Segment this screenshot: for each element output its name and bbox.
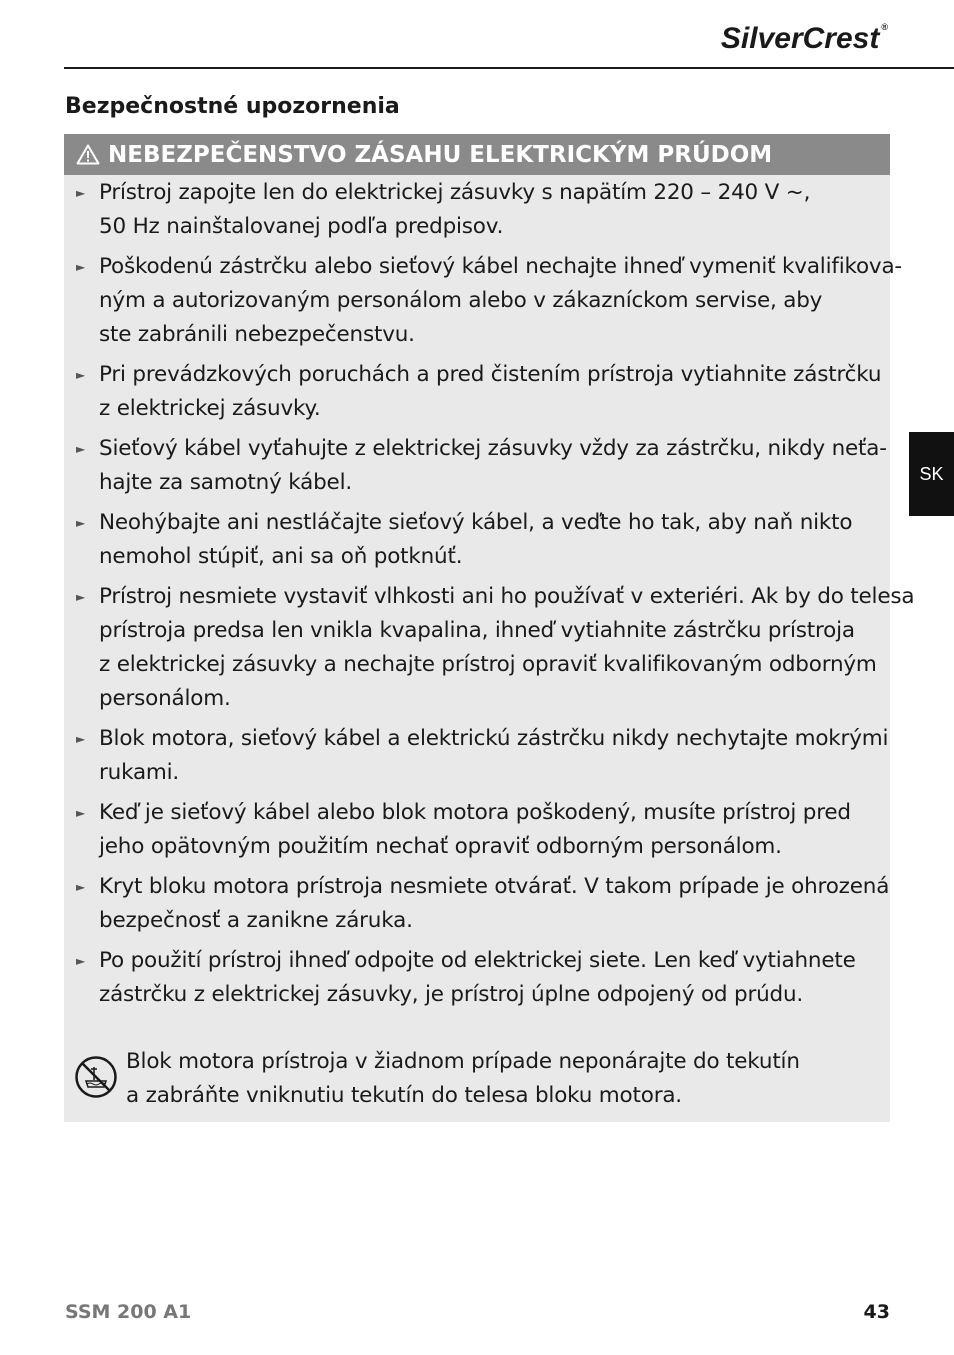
warning-title: NEBEZPEČENSTVO ZÁSAHU ELEKTRICKÝM PRÚDOM <box>108 141 773 168</box>
bullet-arrow-icon: ► <box>76 260 86 274</box>
brand-logo: SilverCrest ® <box>720 22 888 55</box>
list-item <box>64 944 890 1012</box>
warning-triangle-icon <box>76 144 100 165</box>
list-item-line: Poškodenú zástrčku alebo sieťový kábel nechajte ihneď vymeniť kvalifikova- <box>99 254 902 279</box>
list-item-line: personálom. <box>99 686 231 711</box>
list-item <box>64 722 890 790</box>
bullet-arrow-icon: ► <box>76 954 86 968</box>
bullet-arrow-icon: ► <box>76 590 86 604</box>
safety-list <box>64 176 915 1018</box>
note-line: a zabráňte vniknutiu tekutín do telesa bloku motora. <box>126 1083 682 1108</box>
safety-box <box>64 134 915 1122</box>
list-item <box>64 796 890 864</box>
page-number: 43 <box>863 1301 890 1323</box>
list-item-line: Kryt bloku motora prístroja nesmiete otvárať. V takom prípade je ohrozená <box>99 874 890 899</box>
bullet-arrow-icon: ► <box>76 806 86 820</box>
list-item <box>64 250 902 352</box>
list-item-line: hajte za samotný kábel. <box>99 470 352 495</box>
list-item <box>64 176 890 244</box>
footer-model: SSM 200 A1 <box>65 1301 192 1323</box>
bullet-arrow-icon: ► <box>76 880 86 894</box>
list-item-line: Neohýbajte ani nestláčajte sieťový kábel, a veďte ho tak, aby naň nikto <box>99 510 853 535</box>
bullet-arrow-icon: ► <box>76 186 86 200</box>
list-item-line: Blok motora, sieťový kábel a elektrickú zástrčku nikdy nechytajte mokrými <box>99 726 889 751</box>
list-item <box>64 432 890 500</box>
list-item-line: Prístroj nesmiete vystaviť vlhkosti ani ho používať v exteriéri. Ak by do telesa <box>99 584 915 609</box>
list-item-line: z elektrickej zásuvky a nechajte prístroj opraviť kvalifikovaným odborným <box>99 652 877 677</box>
no-immersion-icon <box>74 1055 118 1099</box>
list-item <box>64 870 890 938</box>
list-item-line: bezpečnosť a zanikne záruka. <box>99 908 413 933</box>
note-text <box>126 1045 800 1113</box>
note-line: Blok motora prístroja v žiadnom prípade neponárajte do tekutín <box>126 1049 800 1074</box>
list-item-line: jeho opätovným použitím nechať opraviť odborným personálom. <box>99 834 782 859</box>
list-item <box>64 580 915 716</box>
warning-banner <box>64 134 890 175</box>
list-item-line: Keď je sieťový kábel alebo blok motora poškodený, musíte prístroj pred <box>99 800 851 825</box>
list-item-line: prístroja predsa len vnikla kvapalina, ihneď vytiahnite zástrčku prístroja <box>99 618 855 643</box>
header-rule <box>64 67 954 69</box>
bullet-arrow-icon: ► <box>76 368 86 382</box>
list-item-line: Pri prevádzkových poruchách a pred čistením prístroja vytiahnite zástrčku <box>99 362 882 387</box>
list-item-line: ným a autorizovaným personálom alebo v zákazníckom servise, aby <box>99 288 823 313</box>
section-heading: Bezpečnostné upozornenia <box>65 94 400 119</box>
list-item-line: z elektrickej zásuvky. <box>99 396 321 421</box>
bullet-arrow-icon: ► <box>76 442 86 456</box>
list-item-line: zástrčku z elektrickej zásuvky, je prístroj úplne odpojený od prúdu. <box>99 982 804 1007</box>
list-item-line: ste zabránili nebezpečenstvu. <box>99 322 415 347</box>
list-item <box>64 506 890 574</box>
list-item-line: Po použití prístroj ihneď odpojte od elektrickej siete. Len keď vytiahnete <box>99 948 856 973</box>
list-item-line: nemohol stúpiť, ani sa oň potknúť. <box>99 544 463 569</box>
bullet-arrow-icon: ► <box>76 732 86 746</box>
list-item-line: Sieťový kábel vyťahujte z elektrickej zásuvky vždy za zástrčku, nikdy neťa- <box>99 436 887 461</box>
list-item-line: 50 Hz nainštalovanej podľa predpisov. <box>99 214 504 239</box>
bullet-arrow-icon: ► <box>76 516 86 530</box>
list-item <box>64 358 890 426</box>
language-tab: SK <box>909 432 954 516</box>
list-item-line: rukami. <box>99 760 180 785</box>
list-item-line: Prístroj zapojte len do elektrickej zásuvky s napätím 220 – 240 V ~, <box>99 180 811 205</box>
